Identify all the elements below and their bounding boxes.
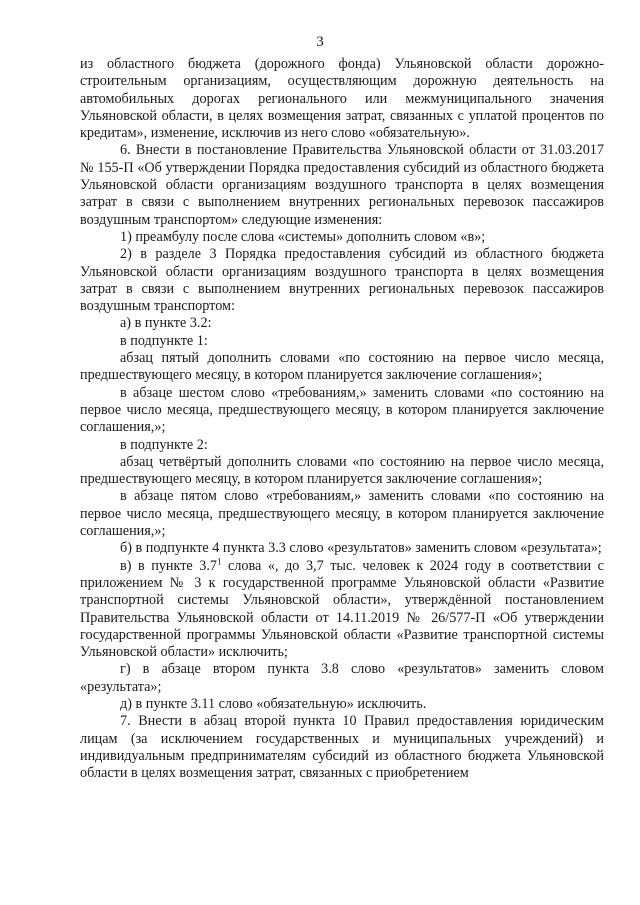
paragraph-subpoint-1: в подпункте 1: <box>120 332 208 349</box>
paragraph-sub-d: д) в пункте 3.11 слово «обязательную» исключить. <box>120 695 427 712</box>
paragraph-abzac-5b: в абзаце пятом слово «требованиям,» заменить словами «по состоянию на первое число месяца, предшествующего месяцу, в котором планируется заключение соглашения,»; <box>80 488 604 540</box>
page-number: 3 <box>316 34 324 50</box>
paragraph-subpoint-2: в подпункте 2: <box>120 436 208 453</box>
paragraph-item-6: 6. Внести в постановление Правительства Ульяновской области от 31.03.2017 № 155-П «Об утверждении Порядка предоставления субсидий из областного бюджета Ульяновской области организациям воздушного транспорта в целях возмещения затрат в связи с выполнением внутренних региональных перевозок пассажиров воздушным транспортом» следующие изменения: <box>80 142 604 228</box>
paragraph-abzac-5: абзац пятый дополнить словами «по состоянию на первое число месяца, предшествующего месяцу, в котором планируется заключение соглашения»; <box>80 350 604 384</box>
paragraph-sub-2: 2) в разделе 3 Порядка предоставления субсидий из областного бюджета Ульяновской области организациям воздушного транспорта в целях возмещения затрат в связи с выполнением внутренних региональных перевозок пассажиров воздушным транспортом: <box>80 246 604 315</box>
paragraph-sub-b: б) в подпункте 4 пункта 3.3 слово «результатов» заменить словом «результата»; <box>120 540 602 557</box>
paragraph-abzac-6: в абзаце шестом слово «требованиям,» заменить словами «по состоянию на первое число месяца, предшествующего месяцу, в котором планируется заключение соглашения,»; <box>80 384 604 436</box>
paragraph-sub-a: а) в пункте 3.2: <box>120 315 212 332</box>
paragraph-item-7: 7. Внести в абзац второй пункта 10 Правил предоставления юридическим лицам (за исключением государственных и муниципальных учреждений) и индивидуальным предпринимателям субсидий из областного бюджета Ульяновской области в целях возмещения затрат, связанных с приобретением <box>80 713 604 782</box>
document-body <box>80 56 604 782</box>
paragraph-continuation: из областного бюджета (дорожного фонда) Ульяновской области дорожно-строительным организациям, осуществляющим дорожную деятельность на автомобильных дорогах регионального или межмуниципального значения Ульяновской области, в целях возмещения затрат, связанных с уплатой процентов по кредитам», изменение, исключив из него слово «обязательную». <box>80 56 604 142</box>
paragraph-abzac-4: абзац четвёртый дополнить словами «по состоянию на первое число месяца, предшествующего месяцу, в котором планируется заключение соглашения»; <box>80 453 604 488</box>
paragraph-sub-v-start: в) в пункте 3.7 <box>120 557 217 574</box>
paragraph-sub-g: г) в абзаце втором пункта 3.8 слово «результатов» заменить словом «результата»; <box>80 661 604 695</box>
paragraph-sub-v-end: слова «, до 3,7 тыс. человек к 2024 году в соответствии с приложением № 3 к государственной программе Ульяновской области «Развитие транспортной системы Ульяновской области», утверждённой постановлением Правительства Ульяновской области от 14.11.2019 № 26/577-П «Об утверждении государственной программы Ульяновской области «Развитие транспортной системы Ульяновской области» исключить; <box>80 557 604 661</box>
superscript: 1 <box>217 555 222 566</box>
paragraph-sub-1: 1) преамбулу после слова «системы» дополнить словом «в»; <box>120 228 486 245</box>
paragraph-sub-v <box>80 555 604 662</box>
